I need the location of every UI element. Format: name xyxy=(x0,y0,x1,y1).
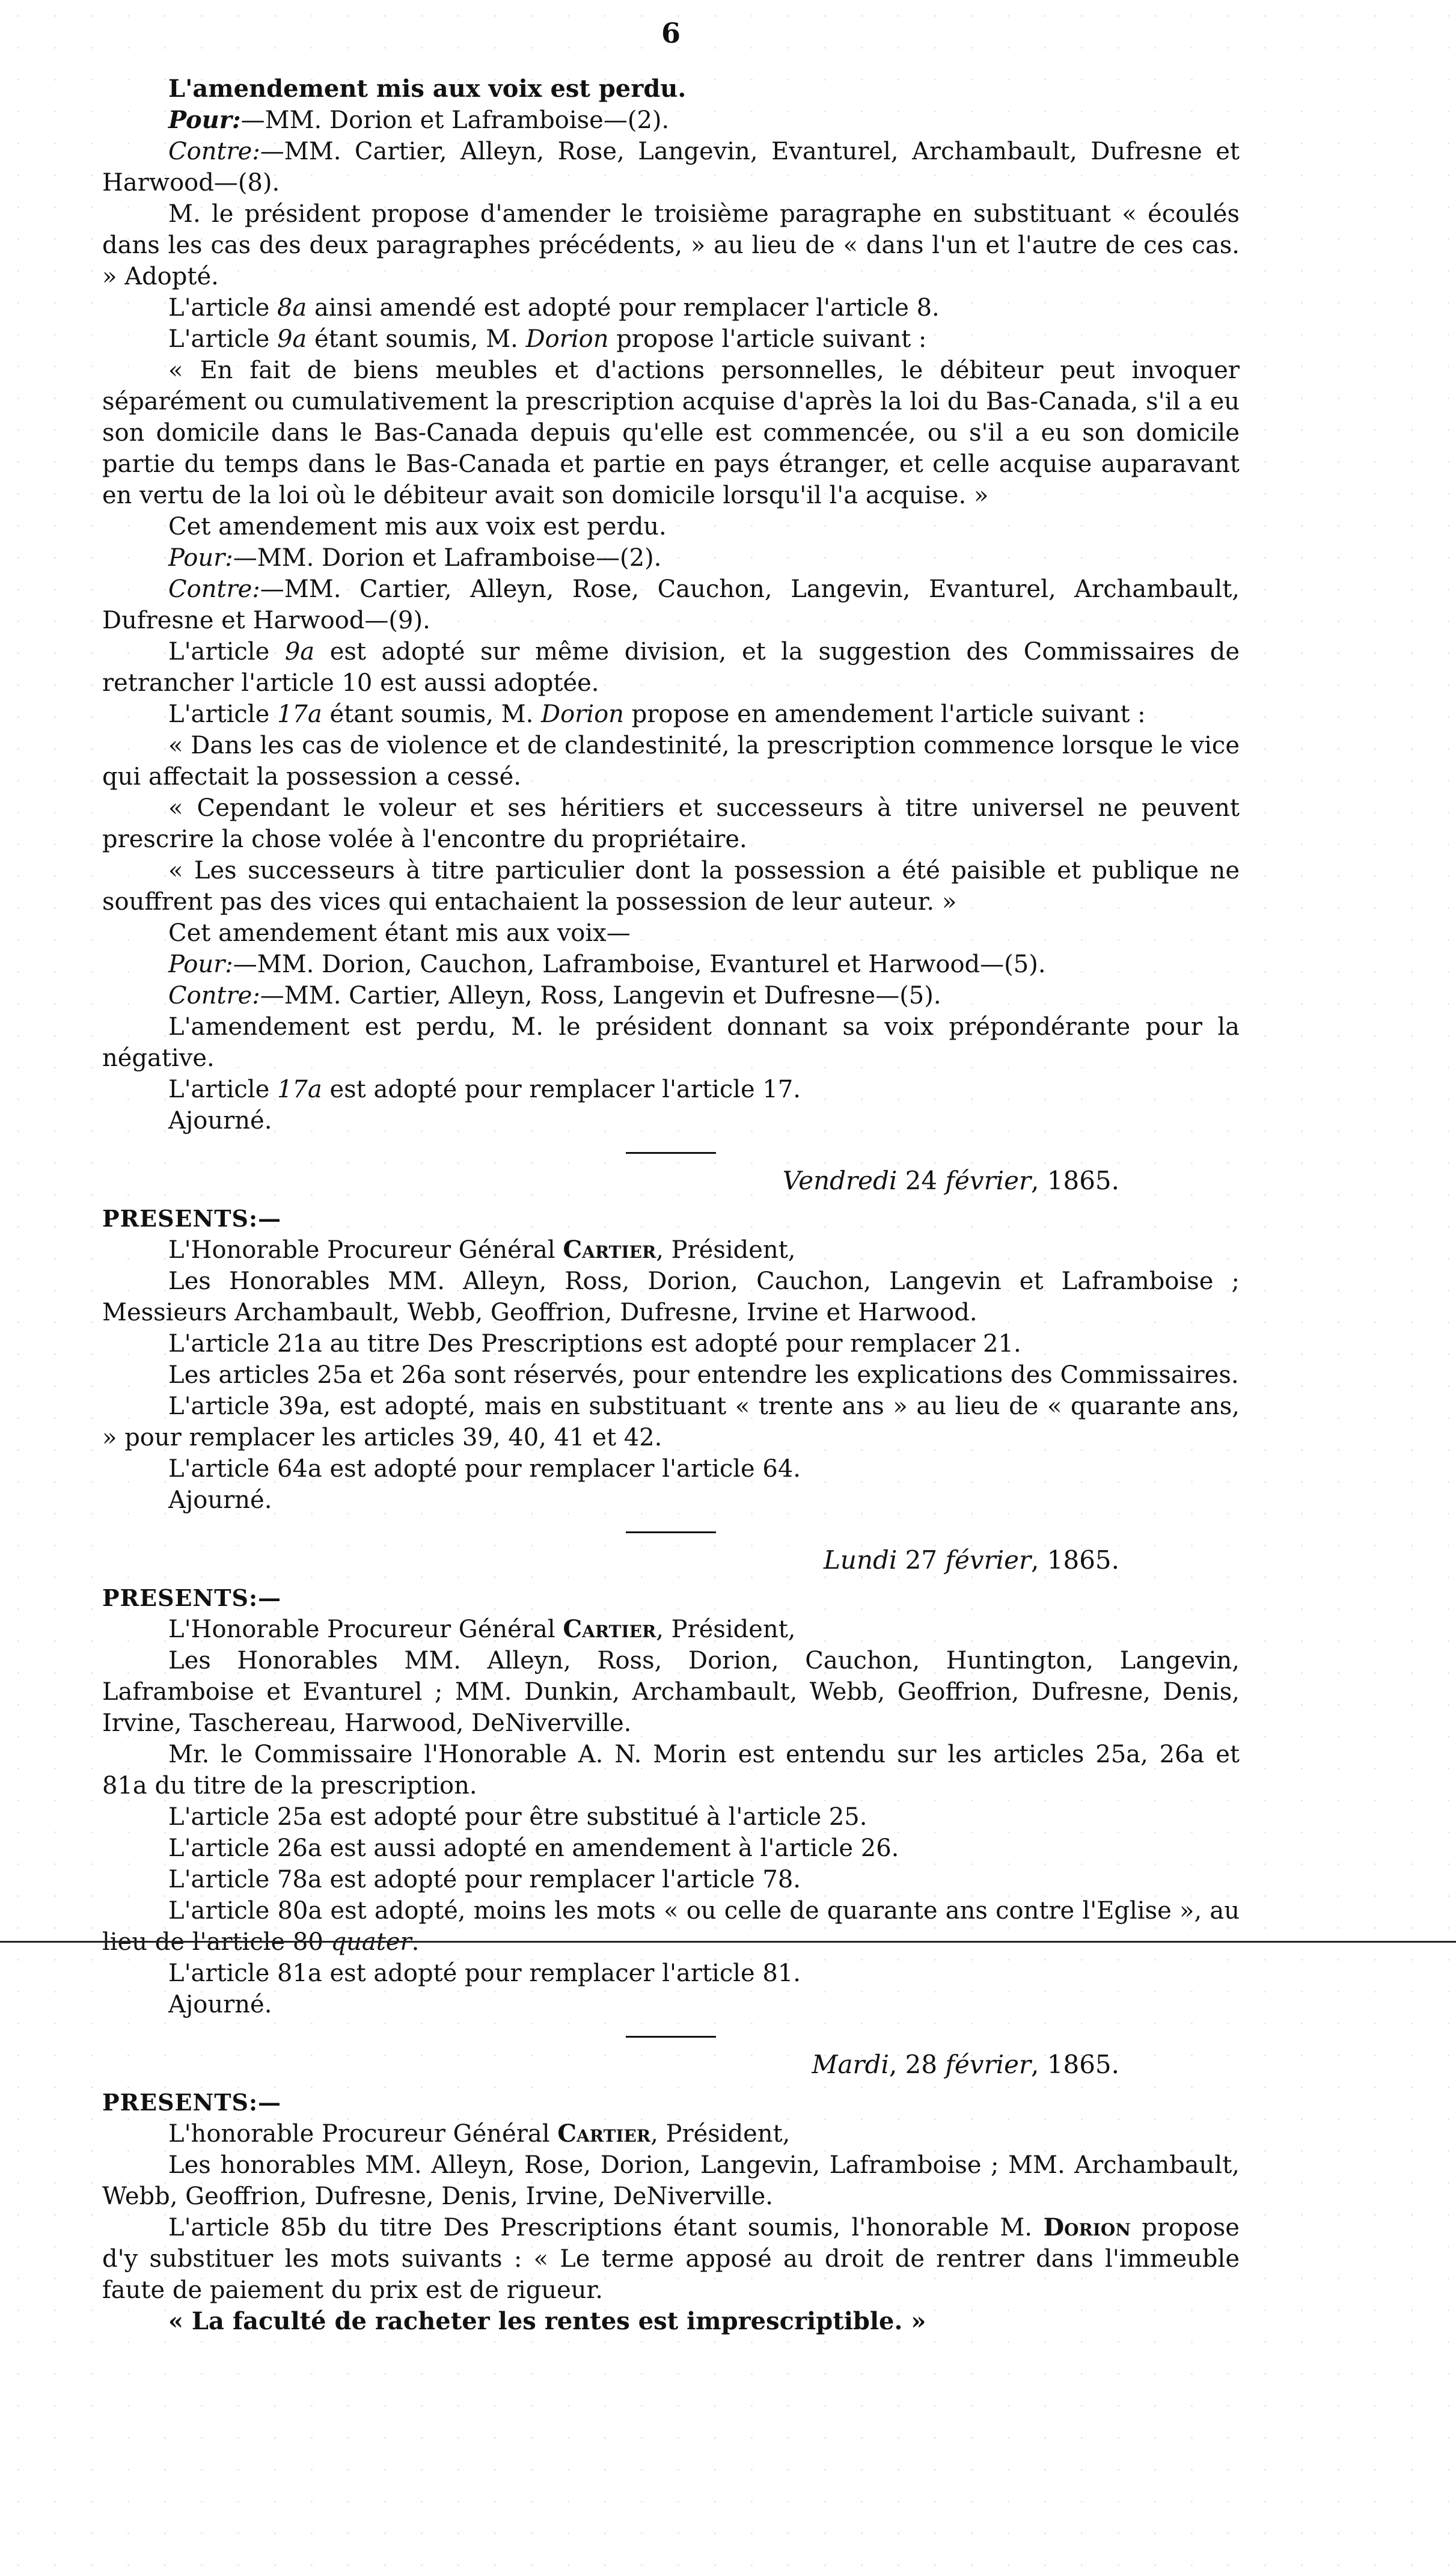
section-divider xyxy=(626,2036,716,2038)
paragraph: L'amendement mis aux voix est perdu. xyxy=(168,75,687,103)
section-divider xyxy=(626,1152,716,1154)
paragraph: L'article 8a ainsi amendé est adopté pour remplacer l'article 8. xyxy=(168,294,940,322)
adjourned: Ajourné. xyxy=(168,1991,272,2018)
presents-heading: PRESENTS:— xyxy=(102,1584,282,1611)
attendance: Les honorables MM. Alleyn, Rose, Dorion, Langevin, Laframboise ; MM. Archambault, Webb, Geoffrion, Dufresne, Denis, Irvine, DeNiverville. xyxy=(102,2151,1240,2210)
paragraph: L'article 21a au titre Des Prescriptions est adopté pour remplacer 21. xyxy=(168,1330,1021,1358)
paragraph: L'article 81a est adopté pour remplacer l'article 81. xyxy=(168,1960,801,1987)
paragraph: Les articles 25a et 26a sont réservés, pour entendre les explications des Commissaires. xyxy=(168,1361,1239,1389)
section-divider xyxy=(626,1531,716,1533)
vote-for: Pour:—MM. Dorion et Laframboise—(2). xyxy=(168,106,670,134)
vote-for: Pour:—MM. Dorion et Laframboise—(2). xyxy=(168,544,662,572)
paragraph: L'amendement est perdu, M. le président donnant sa voix prépondérante pour la négative. xyxy=(102,1013,1240,1072)
attendance: L'Honorable Procureur Général Cartier, Président, xyxy=(168,1236,796,1264)
quoted-article: « La faculté de racheter les rentes est imprescriptible. » xyxy=(168,2307,926,2335)
paragraph: Mr. le Commissaire l'Honorable A. N. Morin est entendu sur les articles 25a, 26a et 81a du titre de la prescription. xyxy=(102,1741,1240,1800)
adjourned: Ajourné. xyxy=(168,1486,272,1514)
attendance: Les Honorables MM. Alleyn, Ross, Dorion, Cauchon, Huntington, Langevin, Laframboise et Evanturel ; MM. Dunkin, Archambault, Webb, Geoffrion, Dufresne, Denis, Irvine, Taschereau, Harwood, DeNiverville. xyxy=(102,1647,1240,1737)
paragraph: Cet amendement étant mis aux voix— xyxy=(168,919,631,947)
paragraph: L'article 17a est adopté pour remplacer l'article 17. xyxy=(168,1076,801,1103)
quoted-article: « Dans les cas de violence et de clandestinité, la prescription commence lorsque le vice qui affectait la possession a cessé. xyxy=(102,732,1240,791)
paragraph: L'article 64a est adopté pour remplacer l'article 64. xyxy=(168,1455,801,1483)
attendance: L'Honorable Procureur Général Cartier, Président, xyxy=(168,1615,796,1643)
quoted-article: « Cependant le voleur et ses héritiers et successeurs à titre universel ne peuvent prescrire la chose volée à l'encontre du propriétaire. xyxy=(102,794,1240,853)
session-date: Lundi 27 février, 1865. xyxy=(824,1545,1119,1575)
attendance: L'honorable Procureur Général Cartier, Président, xyxy=(168,2119,791,2148)
presents-heading: PRESENTS:— xyxy=(102,2089,282,2116)
paragraph: L'article 26a est aussi adopté en amendement à l'article 26. xyxy=(168,1834,899,1862)
paragraph: L'article 39a, est adopté, mais en substituant « trente ans » au lieu de « quarante ans, » pour remplacer les articles 39, 40, 41 et 42. xyxy=(102,1393,1240,1451)
page-number: 6 xyxy=(661,17,681,49)
adjourned: Ajourné. xyxy=(168,1107,272,1135)
quoted-article: « Les successeurs à titre particulier dont la possession a été paisible et publique ne souffrent pas des vices qui entachaient la possession de leur auteur. » xyxy=(102,857,1240,916)
paragraph: L'article 25a est adopté pour être substitué à l'article 25. xyxy=(168,1803,867,1831)
paragraph: L'article 78a est adopté pour remplacer l'article 78. xyxy=(168,1866,801,1893)
vote-against: Contre:—MM. Cartier, Alleyn, Ross, Langevin et Dufresne—(5). xyxy=(168,982,941,1010)
page-fold-line xyxy=(0,1941,1456,1943)
paragraph: L'article 85b du titre Des Prescriptions étant soumis, l'honorable M. Dorion propose d'y substituer les mots suivants : « Le terme apposé au droit de rentrer dans l'immeuble faute de paiement du prix est de rigueur. xyxy=(102,2213,1240,2304)
paragraph: L'article 9a étant soumis, M. Dorion propose l'article suivant : xyxy=(168,325,927,353)
session-date: Vendredi 24 février, 1865. xyxy=(782,1166,1119,1195)
vote-against: Contre:—MM. Cartier, Alleyn, Rose, Langevin, Evanturel, Archambault, Dufresne et Harwood—(8). xyxy=(102,138,1240,197)
vote-against: Contre:—MM. Cartier, Alleyn, Rose, Cauchon, Langevin, Evanturel, Archambault, Dufresne et Harwood—(9). xyxy=(102,575,1240,634)
presents-heading: PRESENTS:— xyxy=(102,1205,282,1232)
paragraph: L'article 9a est adopté sur même division, et la suggestion des Commissaires de retrancher l'article 10 est aussi adoptée. xyxy=(102,638,1240,697)
vote-for: Pour:—MM. Dorion, Cauchon, Laframboise, Evanturel et Harwood—(5). xyxy=(168,951,1046,978)
paragraph: M. le président propose d'amender le troisième paragraphe en substituant « écoulés dans les cas des deux paragraphes précédents, » au lieu de « dans l'un et l'autre de ces cas. » Adopté. xyxy=(102,200,1240,290)
quoted-article: « En fait de biens meubles et d'actions personnelles, le débiteur peut invoquer séparément ou cumulativement la prescription acquise d'après la loi du Bas-Canada, s'il a eu son domicile dans le Bas-Canada depuis qu'elle est commencée, ou s'il a eu son domicile partie du temps dans le Bas-Canada et partie en pays étranger, et celle acquise auparavant en vertu de la loi où le débiteur avait son domicile lorsqu'il l'a acquise. » xyxy=(102,357,1240,509)
attendance: Les Honorables MM. Alleyn, Ross, Dorion, Cauchon, Langevin et Laframboise ; Messieurs Archambault, Webb, Geoffrion, Dufresne, Irvine et Harwood. xyxy=(102,1267,1240,1326)
paragraph: Cet amendement mis aux voix est perdu. xyxy=(168,513,667,541)
paragraph: L'article 17a étant soumis, M. Dorion propose en amendement l'article suivant : xyxy=(168,700,1146,728)
paragraph: L'article 80a est adopté, moins les mots « ou celle de quarante ans contre l'Eglise », au lieu de l'article 80 quater. xyxy=(102,1897,1240,1956)
session-date: Mardi, 28 février, 1865. xyxy=(812,2050,1119,2079)
